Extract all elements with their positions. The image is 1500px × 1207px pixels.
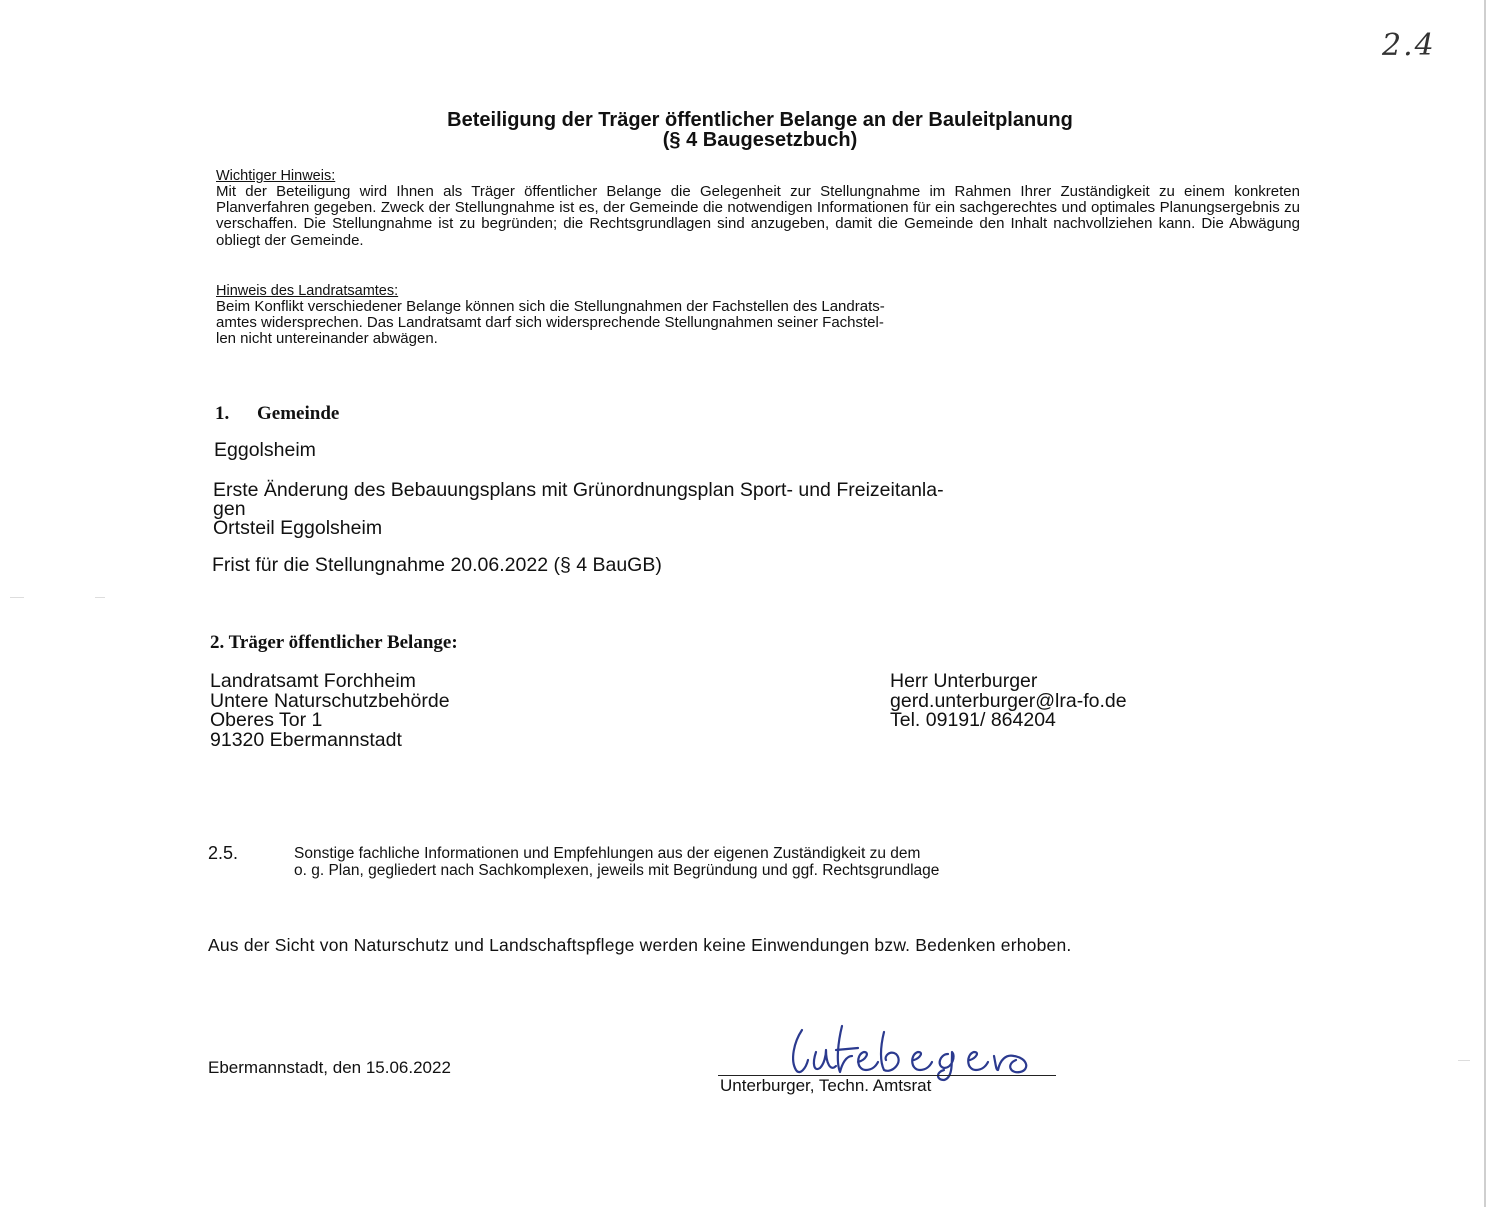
plan-line: gen xyxy=(213,498,246,520)
authority-address xyxy=(210,672,450,750)
section1-heading xyxy=(215,403,339,425)
handwritten-signature xyxy=(780,1022,1070,1082)
notice-heading: Wichtiger Hinweis: xyxy=(216,168,336,184)
section25-line: Sonstige fachliche Informationen und Empfehlungen aus der eigenen Zuständigkeit zu dem xyxy=(294,845,921,862)
section1-number: 1. xyxy=(215,403,230,424)
district-notice-text xyxy=(216,299,1300,347)
page-number: 2.4 xyxy=(1382,28,1436,63)
municipality: Eggolsheim xyxy=(214,439,316,461)
section25-line: o. g. Plan, gegliedert nach Sachkomplexen, jeweils mit Begründung und ggf. Rechtsgrundlage xyxy=(294,861,940,879)
conclusion-statement: Aus der Sicht von Naturschutz und Landschaftspflege werden keine Einwendungen bzw. Bedenken erhoben. xyxy=(208,935,1072,955)
plan-line: Ortsteil Eggolsheim xyxy=(213,517,383,539)
district-notice-heading: Hinweis des Landratsamtes: xyxy=(216,283,399,299)
address-line: Landratsamt Forchheim xyxy=(210,670,416,692)
signatory-name: Unterburger, Techn. Amtsrat xyxy=(720,1076,932,1095)
district-notice-line: len nicht untereinander abwägen. xyxy=(216,330,438,347)
section1-title: Gemeinde xyxy=(257,403,340,424)
address-line: 91320 Ebermannstadt xyxy=(210,728,402,751)
document-subtitle: (§ 4 Baugesetzbuch) xyxy=(662,129,858,151)
address-line: Oberes Tor 1 xyxy=(210,709,323,731)
address-line: Untere Naturschutzbehörde xyxy=(210,689,450,712)
scan-artifact xyxy=(95,597,105,598)
plan-title xyxy=(213,481,1303,538)
section2-heading: 2. Träger öffentlicher Belange: xyxy=(210,632,458,653)
place-date: Ebermannstadt, den 15.06.2022 xyxy=(208,1058,451,1077)
district-notice-line: amtes widersprechen. Das Landratsamt darf sich widersprechende Stellungnahmen seiner Fachstel- xyxy=(216,314,884,331)
scan-artifact xyxy=(1458,1060,1470,1061)
page-edge xyxy=(1484,0,1486,1207)
deadline: Frist für die Stellungnahme 20.06.2022 (§ 4 BauGB) xyxy=(212,554,662,576)
contact-email: gerd.unterburger@lra-fo.de xyxy=(890,689,1127,712)
district-notice-line: Beim Konflikt verschiedener Belange können sich die Stellungnahmen der Fachstellen des Landrats- xyxy=(216,298,885,315)
section25-number: 2.5. xyxy=(208,843,239,863)
section25-text xyxy=(294,846,1304,879)
contact-block xyxy=(890,672,1127,731)
scan-artifact xyxy=(10,597,24,598)
contact-phone: Tel. 09191/ 864204 xyxy=(890,709,1056,731)
notice-text: Mit der Beteiligung wird Ihnen als Träger öffentlicher Belange die Gelegenheit zur Stellungnahme im Rahmen Ihrer Zuständigkeit zu einem konkreten Planverfahren gegeben. Zweck der Stellungnahme ist es, der Gemeinde die notwendigen Informationen für ein sachgerechtes und optimales Planungsergebnis zu verschaffen. Die Stellungnahme ist zu begründen; die Rechtsgrundlagen sind anzugeben, damit die Gemeinde den Inhalt nachvollziehen kann. Die Abwägung obliegt der Gemeinde. xyxy=(216,183,1300,249)
plan-line: Erste Änderung des Bebauungsplans mit Grünordnungsplan Sport- und Freizeitanla- xyxy=(213,479,944,501)
contact-name: Herr Unterburger xyxy=(890,670,1038,692)
document-title: Beteiligung der Träger öffentlicher Belange an der Bauleitplanung xyxy=(447,109,1073,131)
